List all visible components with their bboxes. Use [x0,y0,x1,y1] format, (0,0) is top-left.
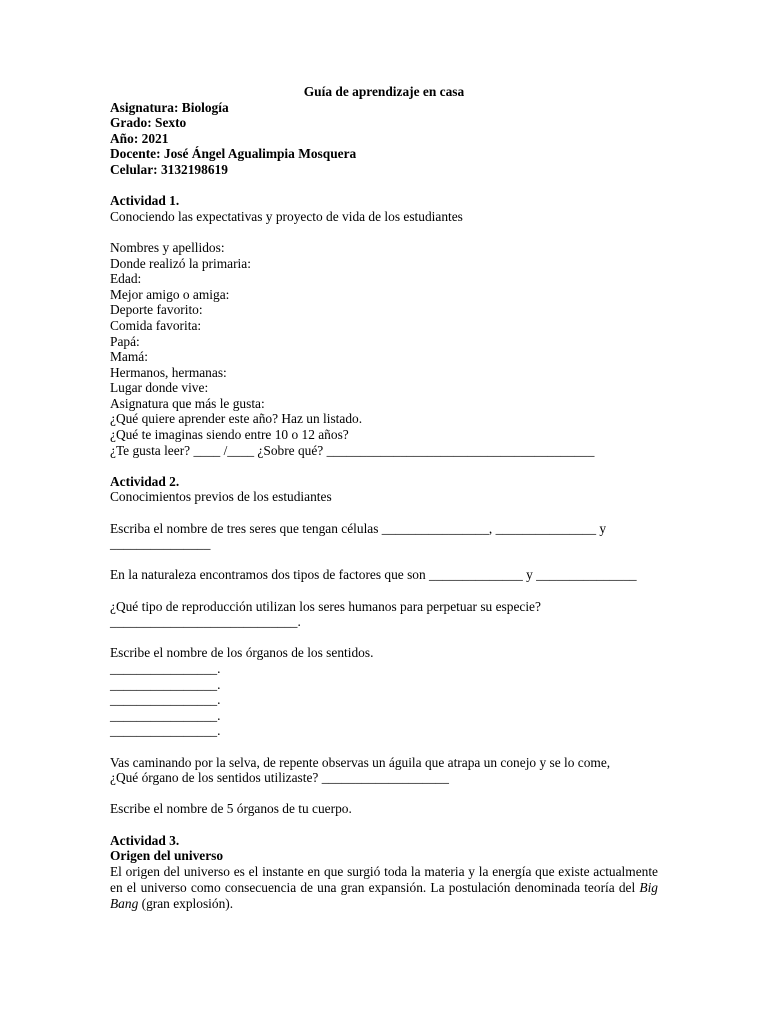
field-line: Comida favorita: [110,317,202,333]
field-line: Papá: [110,333,140,349]
actividad-1-subtitle: Conociendo las expectativas y proyecto de vida de los estudiantes [110,208,463,224]
field-line: Deporte favorito: [110,302,203,318]
question-3-line-2: ____________________________. [110,614,301,630]
paragraph-text: El origen del universo es el instante en que surgió toda la materia y la energía que existe actualmente en el universo como consecuencia de una gran expansión. La postulación denominada teoría del [110,863,658,895]
big-bang-term: Big Bang [110,879,658,911]
document-page [110,84,658,912]
field-line: Lugar donde vive: [110,380,209,396]
actividad-1-heading: Actividad 1. [110,193,180,209]
header-celular: Celular: 3132198619 [110,161,228,177]
header-grado: Grado: Sexto [110,115,187,131]
field-line: ¿Qué te imaginas siendo entre 10 o 12 años? [110,427,349,443]
field-line: Mamá: [110,349,148,365]
question-3-line-1: ¿Qué tipo de reproducción utilizan los seres humanos para perpetuar su especie? [110,598,541,614]
field-line: Donde realizó la primaria: [110,255,251,271]
actividad-3-heading: Actividad 3. [110,832,180,848]
actividad-2-heading: Actividad 2. [110,473,180,489]
answer-blank: ________________. [110,676,221,692]
field-line: ¿Qué quiere aprender este año? Haz un listado. [110,411,363,427]
answer-blank: ________________. [110,707,221,723]
actividad-3-subtitle: Origen del universo [110,848,224,864]
answer-blank: ________________. [110,660,221,676]
header-asignatura: Asignatura: Biología [110,99,229,115]
field-line: Nombres y apellidos: [110,239,225,255]
question-1-line-1: Escriba el nombre de tres seres que tengan células ________________, _______________ y [110,520,607,536]
paragraph-text-end: (gran explosión). [138,895,234,911]
header-anio: Año: 2021 [110,130,169,146]
field-line: Edad: [110,271,142,287]
field-line: ¿Te gusta leer? ____ /____ ¿Sobre qué? ________________________________________ [110,442,595,458]
document-title: Guía de aprendizaje en casa [303,84,465,99]
question-5-line-2: ¿Qué órgano de los sentidos utilizaste? ___________________ [110,770,449,786]
question-6: Escribe el nombre de 5 órganos de tu cuerpo. [110,801,352,817]
question-1-line-2: _______________ [110,536,211,552]
question-5-line-1: Vas caminando por la selva, de repente observas un águila que atrapa un conejo y se lo come, [110,754,611,770]
question-4: Escribe el nombre de los órganos de los sentidos. [110,645,374,661]
field-line: Mejor amigo o amiga: [110,286,230,302]
actividad-2-subtitle: Conocimientos previos de los estudiantes [110,489,332,505]
header-docente: Docente: José Ángel Agualimpia Mosquera [110,146,357,162]
universe-paragraph [110,864,658,912]
question-2: En la naturaleza encontramos dos tipos de factores que son ______________ y _______________ [110,567,637,583]
field-line: Hermanos, hermanas: [110,364,227,380]
answer-blank: ________________. [110,692,221,708]
field-line: Asignatura que más le gusta: [110,395,265,411]
answer-blank: ________________. [110,723,221,739]
